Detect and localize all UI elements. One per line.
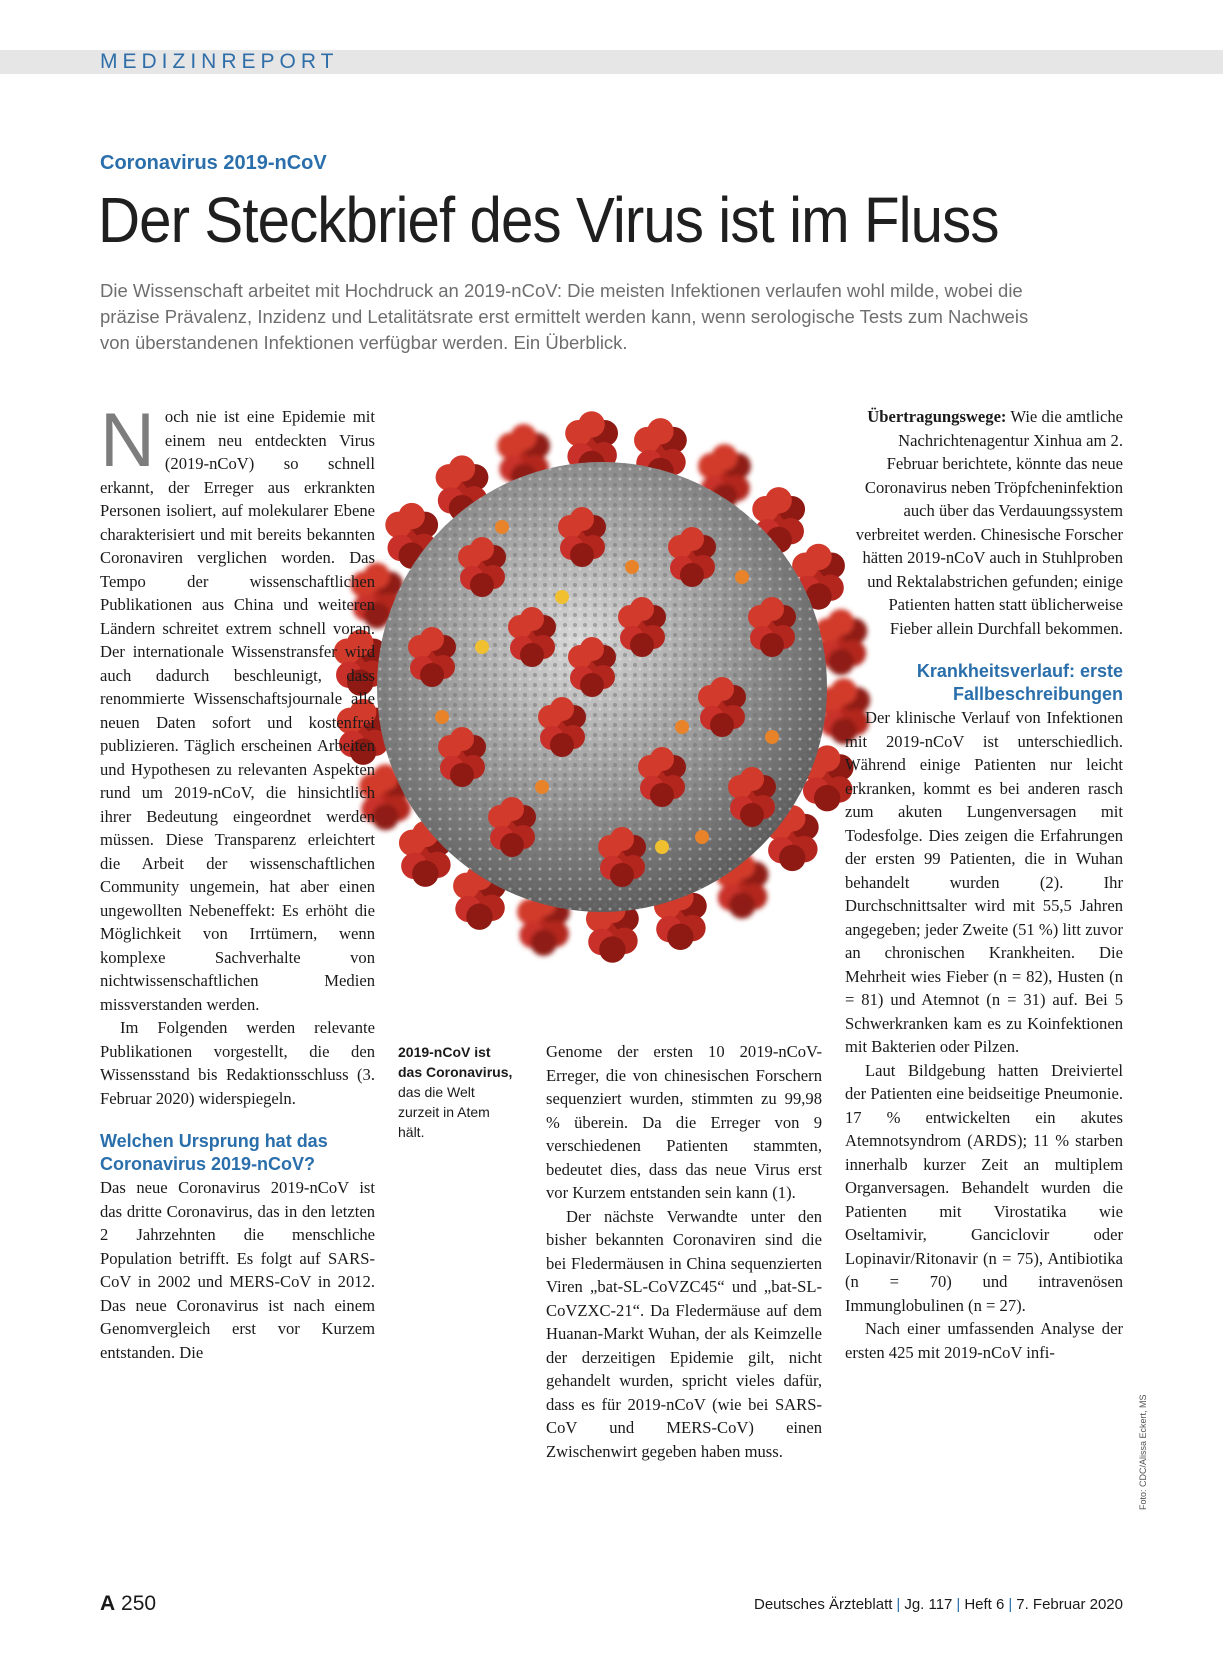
page-number-value: 250 — [121, 1592, 157, 1615]
article-title: Der Steckbrief des Virus ist im Fluss — [98, 184, 999, 256]
column-2 — [546, 1040, 822, 1463]
col1-paragraph-2: Im Folgenden werden relevante Publikationen vorgestellt, die den Wissensstand bis Redaktionsschluss (3. Februar 2020) widerspiegeln. — [100, 1018, 375, 1108]
uebertragungswege-label: Übertragungswege: — [867, 407, 1007, 426]
envelope-protein — [655, 840, 669, 854]
subhead-krankheitsverlauf: Krankheitsverlauf: erste Fallbeschreibungen — [916, 661, 1123, 704]
envelope-protein — [475, 640, 489, 654]
envelope-protein — [735, 570, 749, 584]
col3-paragraph-3: Laut Bildgebung hatten Dreiviertel der Patienten eine beidseitige Pneumonie. 17 % entwickelten ein akutes Atemnotsyndrom (ARDS); 11 % starben innerhalb kurzer Zeit an multiplem Organversagen. Behandelt wurden die Patienten mit Virostatika wie Oseltamivir, Ganciclovir oder Lopinavir/Ritonavir (n = 75), Antibiotika (n = 70) und intravenösen Immunglobulinen (n = 27). — [845, 1060, 1123, 1315]
journal-name: Deutsches Ärzteblatt — [754, 1596, 893, 1613]
col2-paragraph-2: Der nächste Verwandte unter den bisher bekannten Coronaviren sind die bei Fledermäusen in China sequenzierten Viren „bat-SL-CoVZC45“ und „bat-SL-CoVZXC-21“. Da Fledermäuse auf dem Huanan-Markt Wuhan, der als Keimzelle der derzeitigen Epidemie gilt, nicht gehandelt wurden, spricht vieles dafür, dass es für 2019-nCoV (wie bei SARS-CoV und MERS-CoV) einen Zwischenwirt gegeben haben muss. — [546, 1206, 822, 1461]
page-number — [100, 1592, 156, 1616]
envelope-protein — [765, 730, 779, 744]
subhead-ursprung: Welchen Ursprung hat das Coronavirus 2019-nCoV? — [100, 1131, 328, 1174]
col1-paragraph-1: och nie ist eine Epidemie mit einem neu entdeckten Virus (2019-nCoV) so schnell erkannt, der Erreger aus erkrankten Personen isoliert, auf molekularer Ebene charakterisiert und mit bereits bekannten Coronaviren verglichen worden. Das Tempo der wissenschaftlichen Publikationen aus China und weiteren Ländern schreitet extrem schnell voran. Der internationale Wissenstransfer wird auch dadurch beschleunigt, dass renommierte Wissenschaftsjournale alle neuen Daten sofort und kostenfrei publizieren. Täglich erscheinen Arbeiten und Hypothesen zu relevanten Aspekten rund um 2019-nCoV, die hinsichtlich ihrer Bedeutung eingeordnet werden müssen. Diese Transparenz erleichtert die Arbeit der wissenschaftlichen Community ungemein, hat aber einen ungewollten Nebeneffekt: Es erhöht die Möglichkeit von Irrtümern, wenn komplexe Sachverhalte von nichtwissenschaftlichen Medien missverstanden werden. — [100, 407, 375, 1014]
envelope-protein — [495, 520, 509, 534]
col3-text-1: Wie die amtliche Nachrichtenagentur Xinhua am 2. Februar berichtete, könnte das neue Coronavirus neben Tröpfcheninfektion auch über das Verdauungssystem verbreitet werden. Chinesische Forscher hätten 2019-nCoV auch in Stuhlproben und Rektalabstrichen gefunden; einige Patienten hatten statt üblicherweise Fieber allein Durchfall bekommen. — [855, 407, 1123, 638]
article-lead: Die Wissenschaft arbeitet mit Hochdruck an 2019-nCoV: Die meisten Infektionen verlaufen wohl milde, wobei die präzise Prävalenz, Inzidenz und Letalitätsrate erst ermittelt werden kann, wenn serologische Tests zum Nachweis von überstandenen Infektionen verfügbar werden. Ein Überblick. — [100, 280, 1029, 353]
journal-date: 7. Februar 2020 — [1016, 1596, 1123, 1613]
envelope-protein — [625, 560, 639, 574]
envelope-protein — [435, 710, 449, 724]
caption-bold: 2019-nCoV ist das Coronavirus, — [398, 1044, 513, 1080]
dropcap: N — [100, 398, 155, 483]
photo-credit: Foto: CDC/Alissa Eckert, MS — [1138, 1394, 1148, 1510]
col3-paragraph-1 — [845, 405, 1123, 640]
envelope-protein — [695, 830, 709, 844]
col3-paragraph-4: Nach einer umfassenden Analyse der ersten 425 mit 2019-nCoV infi- — [845, 1319, 1123, 1362]
page-prefix: A — [100, 1592, 116, 1615]
image-caption — [398, 1042, 518, 1142]
column-1 — [100, 398, 375, 1364]
column-3 — [845, 405, 1123, 1364]
envelope-protein — [535, 780, 549, 794]
journal-issue: Heft 6 — [964, 1596, 1005, 1613]
col2-paragraph-1: Genome der ersten 10 2019-nCoV-Erreger, die von chinesischen Forschern sequenziert wurden, stimmten zu 99,98 % überein. Da die Erreger von 9 verschiedenen Patienten stammten, bedeutet dies, dass das neue Virus erst vor Kurzem entstanden sein kann (1). — [546, 1042, 822, 1202]
section-label: MEDIZINREPORT — [100, 50, 339, 73]
envelope-protein — [555, 590, 569, 604]
article-kicker: Coronavirus 2019-nCoV — [100, 152, 327, 174]
col3-paragraph-2: Der klinische Verlauf von Infektionen mit 2019-nCoV ist unterschiedlich. Während einige Patienten nur leicht erkranken, kommt es bei anderen rasch zum akuten Lungenversagen mit Todesfolge. Dies zeigen die Erfahrungen der ersten 99 Patienten, die in Wuhan behandelt wurden (2). Ihr Durchschnittsalter wird mit 55,5 Jahren angegeben; jeder Zweite (51 %) litt zuvor an chronischen Krankheiten. Die Mehrheit wies Fieber (n = 82), Husten (n = 81) und Atemnot (n = 31) auf. Bei 5 Schwerkranken kam es zu Koinfektionen mit Bakterien oder Pilzen. — [845, 708, 1123, 1056]
col1-paragraph-3: Das neue Coronavirus 2019-nCoV ist das dritte Coronavirus, das in den letzten 2 Jahrzehnten die menschliche Population betrifft. Es folgt auf SARS-CoV in 2002 und MERS-CoV in 2012. Das neue Coronavirus ist nach einem Genomvergleich erst vor Kurzem entstanden. Die — [100, 1178, 375, 1362]
footer-journal-info: Deutsches Ärzteblatt | Jg. 117 | Heft 6 | 7. Februar 2020 — [754, 1596, 1123, 1613]
coronavirus-illustration — [322, 382, 882, 1000]
journal-volume: Jg. 117 — [904, 1596, 953, 1613]
caption-text: das die Welt zurzeit in Atem hält. — [398, 1084, 490, 1140]
envelope-protein — [675, 720, 689, 734]
